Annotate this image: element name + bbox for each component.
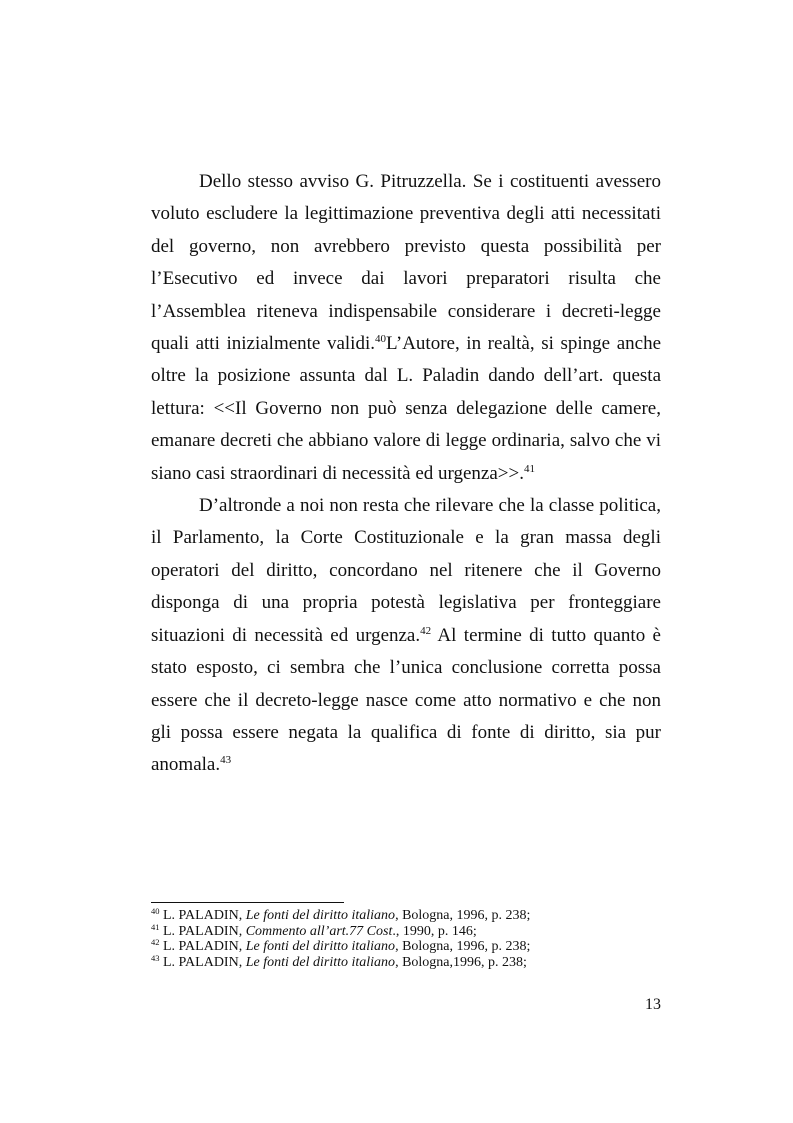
paragraph bbox=[151, 490, 661, 782]
footnote-details: , Bologna,1996, p. 238; bbox=[395, 954, 527, 970]
footnote-reference: 43 bbox=[220, 754, 232, 767]
footnote-number: 41 bbox=[151, 921, 160, 932]
footnote-title: Commento all’art.77 Cost bbox=[245, 923, 393, 939]
footnote-reference: 41 bbox=[523, 462, 535, 475]
footnote bbox=[151, 952, 671, 971]
page-number: 13 bbox=[645, 996, 661, 1013]
footnote-title: Le fonti del diritto italiano bbox=[245, 954, 396, 970]
footnote-details: , Bologna, 1996, p. 238; bbox=[395, 939, 531, 954]
paragraph bbox=[151, 166, 661, 490]
footnote-number: 40 bbox=[151, 906, 160, 916]
footnote-reference: 40 bbox=[375, 333, 386, 346]
footnote-title: Le fonti del diritto italiano bbox=[245, 908, 396, 923]
footnote-number: 42 bbox=[151, 937, 160, 947]
footnote-separator bbox=[151, 902, 344, 903]
footnote-reference: 42 bbox=[420, 624, 432, 637]
footnotes bbox=[151, 908, 671, 970]
footnote-author: L. PALADIN, bbox=[163, 923, 246, 939]
footnote-author: L. PALADIN, bbox=[163, 954, 246, 970]
paragraph-text: Al termine di tutto quanto è stato esposto, ci sembra che l’unica conclusione corretta possa essere che il decreto-legge nasce come atto normativo e che non gli possa essere negata la qualifica di fonte di diritto, sia pur anomala. bbox=[151, 624, 661, 776]
paragraph-text: D’altronde a noi non resta che rilevare che la classe politica, il Parlamento, la Corte Costituzionale e la gran massa degli operatori del diritto, concordano nel ritenere che il Governo disponga di una propria potestà legislativa per fronteggiare situazioni di necessità ed urgenza. bbox=[151, 495, 661, 646]
footnote bbox=[151, 908, 671, 924]
footnote-number: 43 bbox=[151, 952, 160, 963]
paragraph-text: Dello stesso avviso G. Pitruzzella. Se i costituenti avessero voluto escludere la legittimazione preventiva degli atti necessitati del governo, non avrebbero previsto questa possibilità per l’Esecutivo ed invece dai lavori preparatori risulta che l’Assemblea riteneva indispensabile considerare i decreti-legge quali atti inizialmente validi. bbox=[151, 171, 661, 355]
footnote bbox=[151, 921, 671, 940]
footnote-author: L. PALADIN, bbox=[163, 939, 246, 954]
footnote-author: L. PALADIN, bbox=[163, 908, 246, 923]
footnote-details: ., 1990, p. 146; bbox=[392, 923, 477, 939]
paragraph-text: L’Autore, in realtà, si spinge anche oltre la posizione assunta dal L. Paladin dando dell’art. questa lettura: <<Il Governo non può senza delegazione delle camere, emanare decreti che abbiano valore di legge ordinaria, salvo che vi siano casi straordinari di necessità ed urgenza>>. bbox=[151, 333, 661, 484]
footnote-title: Le fonti del diritto italiano bbox=[245, 939, 396, 954]
footnote bbox=[151, 939, 671, 955]
footnote-details: , Bologna, 1996, p. 238; bbox=[395, 908, 531, 923]
main-text bbox=[151, 166, 661, 782]
